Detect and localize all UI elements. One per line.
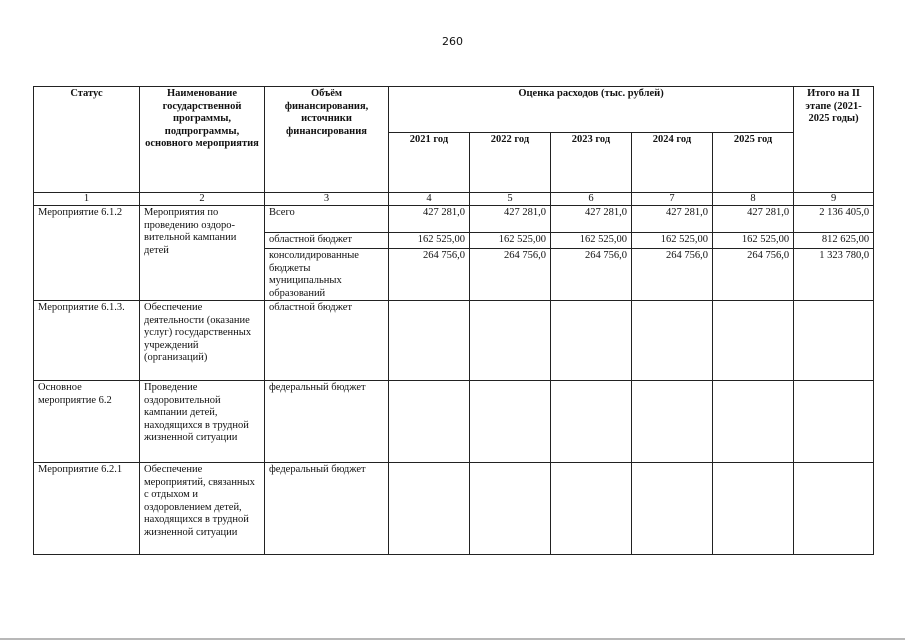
empty-cell: [470, 381, 551, 463]
page-number: 260: [442, 35, 463, 48]
column-number: 2: [140, 193, 265, 206]
header-row: [34, 87, 874, 133]
row-source: Всего: [265, 206, 389, 233]
column-number: 6: [551, 193, 632, 206]
column-number: 1: [34, 193, 140, 206]
row-total: 812 625,00: [794, 233, 874, 249]
row-value: 264 756,0: [551, 249, 632, 301]
table-row: [34, 463, 874, 555]
empty-cell: [389, 301, 470, 381]
empty-cell: [389, 463, 470, 555]
empty-cell: [713, 381, 794, 463]
row-name: Обеспечение мероприятий, связанных с отдыхом и оздоровлением детей, находящихся в трудной жизненной ситуации: [140, 463, 265, 555]
header-year: 2021 год: [389, 133, 470, 193]
table-row: [34, 301, 874, 381]
column-number: 7: [632, 193, 713, 206]
column-number: 4: [389, 193, 470, 206]
empty-cell: [551, 301, 632, 381]
table-row: [34, 381, 874, 463]
header-estimate: Оценка расходов (тыс. рублей): [389, 87, 794, 133]
empty-cell: [794, 301, 874, 381]
row-name: Мероприятия по проведению оздоро-вительной кампании детей: [140, 206, 265, 301]
header-year: 2023 год: [551, 133, 632, 193]
header-name: Наименование государственной программы, подпрограммы, основного мероприятия: [140, 87, 265, 193]
row-name: Проведение оздоровительной кампании детей, находящихся в трудной жизненной ситуации: [140, 381, 265, 463]
table-row: [34, 206, 874, 233]
row-value: 427 281,0: [470, 206, 551, 233]
row-status: Мероприятие 6.1.2: [34, 206, 140, 301]
header-total: Итого на II этапе (2021-2025 годы): [794, 87, 874, 193]
header-year: 2024 год: [632, 133, 713, 193]
column-number: 8: [713, 193, 794, 206]
empty-cell: [794, 381, 874, 463]
row-value: 264 756,0: [470, 249, 551, 301]
row-value: 162 525,00: [551, 233, 632, 249]
row-value: 427 281,0: [713, 206, 794, 233]
row-source: федеральный бюджет: [265, 381, 389, 463]
row-total: 1 323 780,0: [794, 249, 874, 301]
row-value: 162 525,00: [470, 233, 551, 249]
header-year: 2025 год: [713, 133, 794, 193]
column-number: 9: [794, 193, 874, 206]
empty-cell: [551, 381, 632, 463]
row-value: 264 756,0: [632, 249, 713, 301]
row-value: 162 525,00: [632, 233, 713, 249]
row-source: областной бюджет: [265, 301, 389, 381]
empty-cell: [632, 463, 713, 555]
column-number: 5: [470, 193, 551, 206]
column-number-row: [34, 193, 874, 206]
row-source: областной бюджет: [265, 233, 389, 249]
row-value: 264 756,0: [713, 249, 794, 301]
row-value: 427 281,0: [551, 206, 632, 233]
header-year: 2022 год: [470, 133, 551, 193]
empty-cell: [470, 463, 551, 555]
row-value: 162 525,00: [713, 233, 794, 249]
header-volume: Объём финансирования, источники финансирования: [265, 87, 389, 193]
header-status: Статус: [34, 87, 140, 193]
empty-cell: [551, 463, 632, 555]
empty-cell: [632, 301, 713, 381]
row-value: 427 281,0: [389, 206, 470, 233]
column-number: 3: [265, 193, 389, 206]
empty-cell: [794, 463, 874, 555]
row-status: Мероприятие 6.1.3.: [34, 301, 140, 381]
row-total: 2 136 405,0: [794, 206, 874, 233]
empty-cell: [713, 301, 794, 381]
row-value: 264 756,0: [389, 249, 470, 301]
empty-cell: [713, 463, 794, 555]
budget-table: [33, 86, 874, 555]
row-value: 427 281,0: [632, 206, 713, 233]
empty-cell: [632, 381, 713, 463]
row-name: Обеспечение деятельности (оказание услуг) государственных учреждений (организаций): [140, 301, 265, 381]
row-status: Мероприятие 6.2.1: [34, 463, 140, 555]
row-value: 162 525,00: [389, 233, 470, 249]
row-status: Основное мероприятие 6.2: [34, 381, 140, 463]
empty-cell: [389, 381, 470, 463]
row-source: консолидированные бюджеты муниципальных образований: [265, 249, 389, 301]
empty-cell: [470, 301, 551, 381]
row-source: федеральный бюджет: [265, 463, 389, 555]
